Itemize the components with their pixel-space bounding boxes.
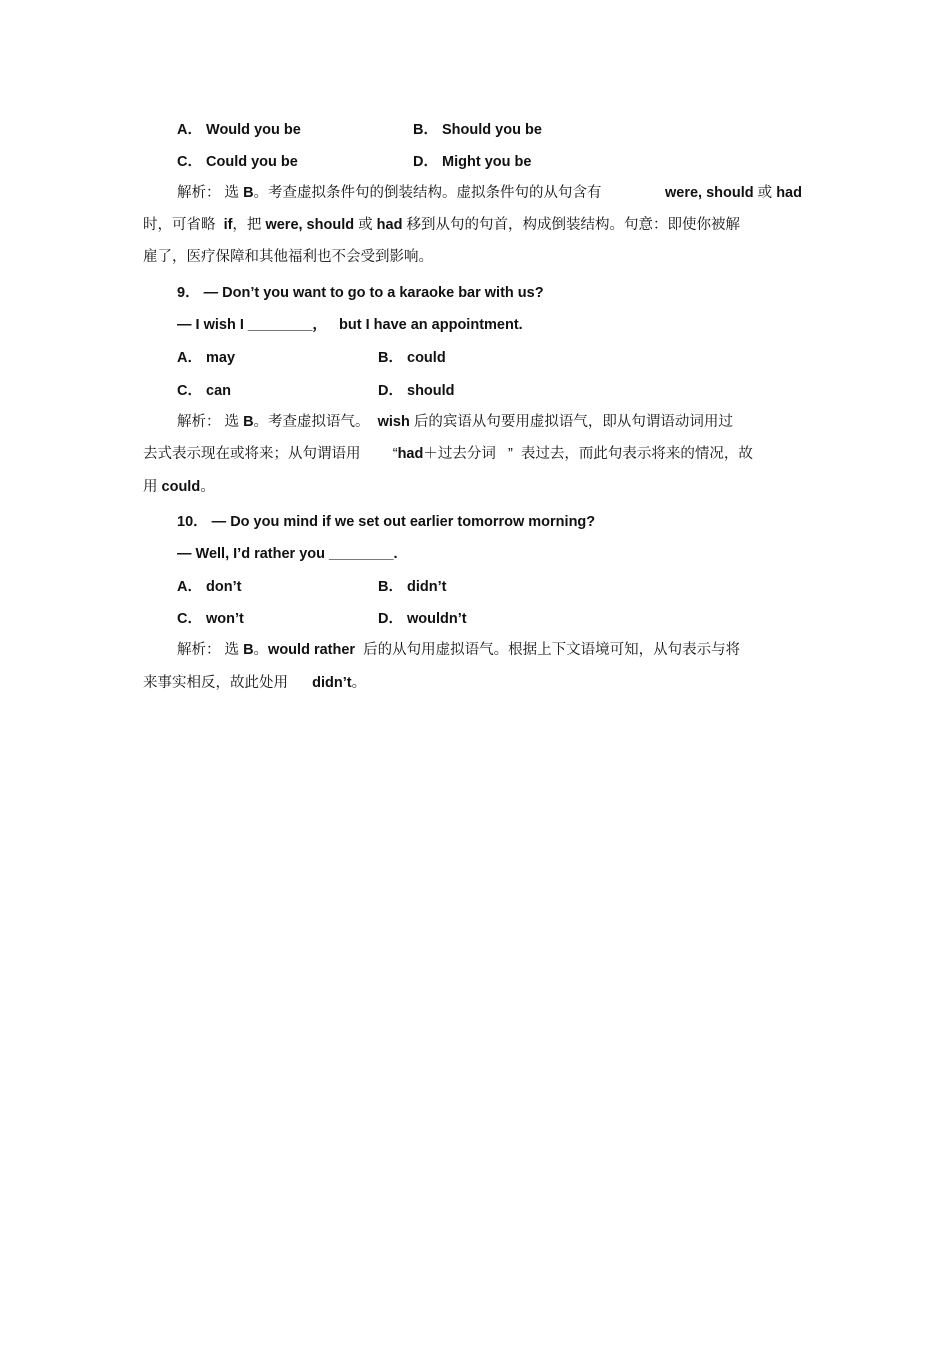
analysis-label: 解析： 选 [177,414,240,430]
q8-option-d [413,152,531,172]
option-text: may [206,350,236,366]
keyword: had [376,217,403,233]
analysis-text: 表过去，而此句表示将来的情况，故 [520,446,753,462]
q9-analysis-line2 [143,444,753,464]
q9-option-c [177,381,231,401]
q9-analysis-line1 [177,412,733,432]
q10-option-d [378,609,467,629]
option-letter: D． [378,611,403,627]
analysis-text: 后的宾语从句要用虚拟语气，即从句谓语动词用过 [413,414,733,430]
q10-analysis-line2 [143,673,366,693]
keyword: wish [377,414,410,430]
analysis-label: 解析： 选 [177,642,240,658]
q10-stem [177,512,595,532]
question-text: but I have an appointment. [339,317,523,333]
q9-option-b [378,348,446,368]
question-text: — Don’t you want to go to a karaoke bar with us? [203,285,544,301]
analysis-text: 。 [351,675,367,691]
q9-option-a [177,348,235,368]
q8-option-b [413,120,542,140]
q10-option-b [378,577,446,597]
analysis-text: ，把 [232,217,262,233]
analysis-text: 用 [143,479,158,495]
analysis-text: 去式表示现在或将来；从句谓语用 [143,446,361,462]
keyword: had [776,185,802,201]
analysis-text: 。考查虚拟语气。 [253,414,370,430]
keyword: were, should [665,185,754,201]
q9-option-d [378,381,455,401]
analysis-text: 时，可省略 [143,217,216,233]
question-number: 9． [177,285,200,301]
q8-option-a [177,120,301,140]
q9-analysis-line3 [143,477,215,497]
q8-analysis-line1 [177,183,602,203]
option-letter: C． [177,154,202,170]
q10-option-a [177,577,241,597]
analysis-text: 。 [200,479,215,495]
answer-letter: B [243,414,254,430]
keyword: didn’t [312,675,352,691]
quote-mark: ” [507,446,513,462]
option-letter: B． [378,350,403,366]
analysis-text: 。考查虚拟条件句的倒装结构。虚拟条件句的从句含有 [253,185,602,201]
option-text: won’t [206,611,244,627]
analysis-label: 解析： 选 [177,185,240,201]
keyword: were, should [265,217,355,233]
q10-response: — Well, I’d rather you ________. [177,546,398,562]
q10-option-c [177,609,244,629]
option-text: Would you be [206,122,301,138]
option-letter: D． [413,154,438,170]
option-letter: A． [177,350,202,366]
option-letter: C． [177,611,202,627]
keyword: if [223,217,233,233]
option-letter: B． [378,579,403,595]
analysis-text: 或 [757,185,773,201]
question-text: — I wish I ________， [177,317,327,333]
option-letter: B． [413,122,438,138]
keyword: had [397,446,424,462]
q8-analysis-line3: 雇了，医疗保障和其他福利也不会受到影响。 [143,249,433,265]
answer-letter: B [243,642,254,658]
q10-analysis-line1 [177,640,740,660]
option-letter: A． [177,122,202,138]
keyword: would rather [268,642,356,658]
analysis-text: 来事实相反，故此处用 [143,675,288,691]
option-text: don’t [206,579,242,595]
option-text: Could you be [206,154,298,170]
question-number: 10． [177,514,208,530]
option-text: can [206,383,232,399]
q8-analysis-line2 [143,215,740,235]
q8-option-c [177,152,298,172]
q9-response [177,315,523,335]
analysis-text: 移到从句的句首，构成倒装结构。句意：即使你被解 [406,217,740,233]
option-letter: A． [177,579,202,595]
q9-stem [177,283,544,303]
analysis-text: 。 [253,642,269,658]
question-text: — Do you mind if we set out earlier tomorrow morning? [211,514,596,530]
analysis-text: 或 [358,217,373,233]
quote-mark: “ [392,446,398,462]
option-text: Should you be [442,122,542,138]
answer-letter: B [243,185,254,201]
option-text: should [407,383,455,399]
analysis-text: 后的从句用虚拟语气。根据上下文语境可知，从句表示与将 [363,642,741,658]
q8-analysis-line1-tail [665,183,802,203]
keyword: could [161,479,201,495]
option-text: Might you be [442,154,532,170]
option-letter: D． [378,383,403,399]
option-letter: C． [177,383,202,399]
analysis-text: ＋过去分词 [423,446,496,462]
option-text: wouldn’t [407,611,467,627]
option-text: could [407,350,446,366]
option-text: didn’t [407,579,447,595]
